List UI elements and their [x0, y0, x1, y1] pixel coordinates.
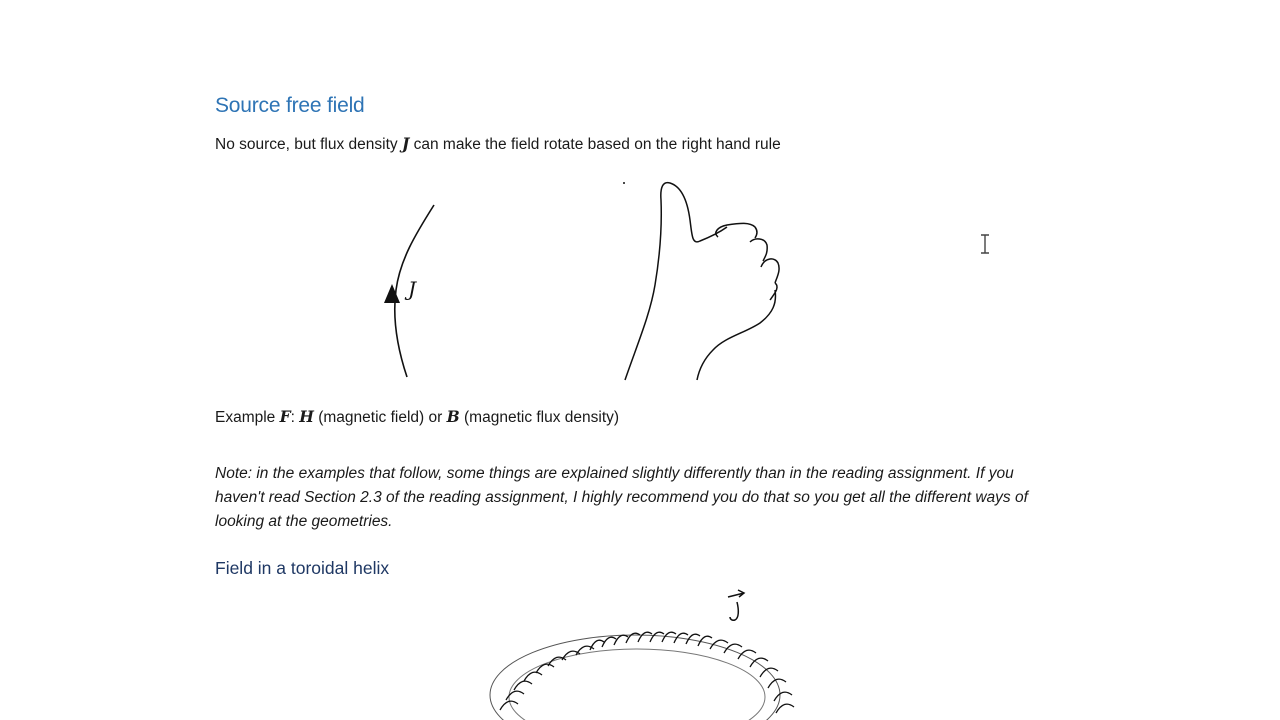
symbol-b: B: [446, 407, 460, 426]
example-paragraph: [215, 407, 619, 427]
h-description: (magnetic field) or: [313, 409, 447, 426]
example-colon: :: [290, 409, 300, 426]
current-density-figure: [370, 195, 440, 385]
right-hand-thumb-icon: [615, 175, 795, 385]
arrow-up-icon: [370, 195, 440, 385]
text-cursor-icon: [978, 233, 992, 255]
current-label-j: J: [408, 277, 417, 301]
section-heading-source-free-field: Source free field: [215, 94, 365, 117]
symbol-f: F: [279, 407, 291, 426]
right-hand-rule-figure: [615, 175, 795, 385]
intro-text-after: can make the field rotate based on the right hand rule: [409, 136, 781, 153]
symbol-j: J: [401, 134, 410, 153]
symbol-h: H: [299, 407, 314, 426]
toroidal-helix-figure: [480, 585, 810, 720]
example-prefix: Example: [215, 409, 280, 426]
b-description: (magnetic flux density): [459, 409, 620, 426]
section-heading-toroidal-helix: Field in a toroidal helix: [215, 558, 390, 578]
toroid-coil-icon: [480, 585, 810, 720]
intro-text-before: No source, but flux density: [215, 136, 402, 153]
note-paragraph: Note: in the examples that follow, some things are explained slightly differently than in the reading assignment. If you haven't read Section 2.3 of the reading assignment, I highly recommend you do that so you get all the different ways of looking at the geometries.: [215, 465, 1028, 530]
intro-paragraph: [215, 134, 781, 154]
